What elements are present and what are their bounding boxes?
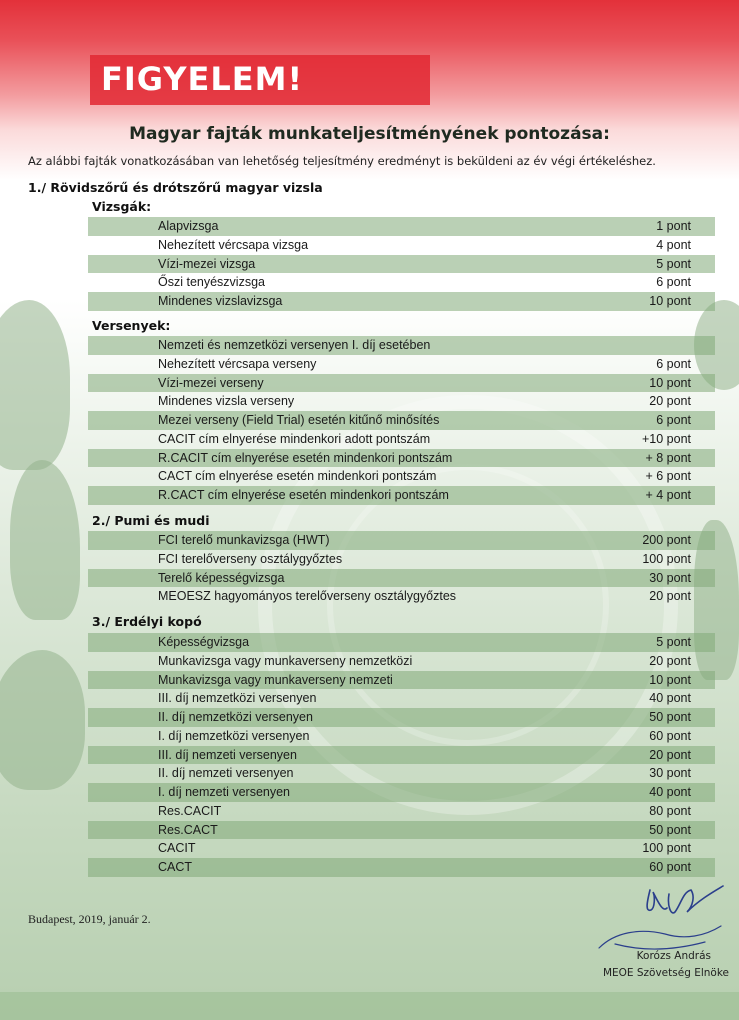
row-points: + 8 pont — [645, 450, 691, 465]
row-label: Mindenes vizslavizsga — [158, 294, 283, 308]
row-points: 30 pont — [649, 570, 691, 585]
table-row — [88, 336, 715, 355]
table-row — [88, 569, 715, 588]
table-row — [88, 727, 715, 746]
table-row — [88, 550, 715, 569]
row-points: 100 pont — [642, 551, 691, 566]
bottom-decoration — [0, 992, 739, 1020]
section-title-erdelyi-kopo: 3./ Erdélyi kopó — [92, 614, 202, 629]
signer-role: MEOE Szövetség Elnöke — [602, 967, 729, 979]
date-place: Budapest, 2019, január 2. — [28, 912, 151, 926]
table-row — [88, 531, 715, 550]
table-row — [88, 783, 715, 802]
table-row — [88, 839, 715, 858]
row-points: 20 pont — [649, 653, 691, 668]
row-label: Res.CACIT — [158, 803, 222, 818]
row-points: 10 pont — [649, 672, 691, 687]
row-points: + 6 pont — [645, 469, 691, 484]
row-label: Munkavizsga vagy munkaverseny nemzeti — [158, 672, 393, 687]
table-row — [88, 392, 715, 411]
table-row — [88, 273, 715, 292]
table-row — [88, 671, 715, 690]
row-label: MEOESZ hagyományos terelőverseny osztálygyőztes — [158, 589, 457, 604]
table-row — [88, 821, 715, 840]
row-points: 5 pont — [656, 635, 691, 649]
row-label: CACIT cím elnyerése mindenkori adott pontszám — [158, 431, 431, 446]
row-points: 60 pont — [649, 860, 691, 874]
row-points: 5 pont — [656, 256, 691, 271]
handwritten-signature — [595, 882, 725, 957]
row-points: 20 pont — [649, 747, 691, 762]
dog-silhouette — [0, 300, 70, 470]
table-row — [88, 858, 715, 877]
row-points: 10 pont — [649, 375, 691, 390]
row-label: Nehezített vércsapa verseny — [158, 356, 317, 371]
row-label: III. díj nemzetközi versenyen — [158, 691, 317, 706]
table-row — [88, 292, 715, 311]
row-label: Terelő képességvizsga — [158, 570, 285, 585]
table-row — [88, 689, 715, 708]
row-label: Res.CACT — [158, 822, 218, 837]
table-row — [88, 764, 715, 783]
table-row — [88, 708, 715, 727]
section-title-vizsla: 1./ Rövidszőrű és drótszőrű magyar vizsla — [28, 180, 323, 195]
row-label: Munkavizsga vagy munkaverseny nemzetközi — [158, 653, 413, 668]
competitions-table — [88, 336, 715, 505]
row-label: II. díj nemzetközi versenyen — [158, 710, 313, 724]
row-label: FCI terelő munkavizsga (HWT) — [158, 533, 330, 547]
row-label: Vízi-mezei vizsga — [158, 256, 256, 271]
row-label: Mindenes vizsla verseny — [158, 394, 295, 409]
row-label: III. díj nemzeti versenyen — [158, 747, 297, 762]
page-heading: Magyar fajták munkateljesítményének pontozása: — [129, 124, 610, 144]
row-points: 20 pont — [649, 394, 691, 409]
row-label: R.CACT cím elnyerése esetén mindenkori pontszám — [158, 488, 449, 502]
dog-silhouette — [0, 650, 85, 790]
row-label: II. díj nemzeti versenyen — [158, 766, 294, 781]
exams-table — [88, 217, 715, 311]
table-row — [88, 355, 715, 374]
row-points: 40 pont — [649, 691, 691, 706]
table-row — [88, 430, 715, 449]
row-points: 20 pont — [649, 589, 691, 604]
table-row — [88, 587, 715, 606]
table-row — [88, 236, 715, 255]
row-label: I. díj nemzetközi versenyen — [158, 728, 310, 743]
signer-name: Korózs András — [636, 950, 711, 962]
row-points: 50 pont — [649, 710, 691, 724]
banner-title: FIGYELEM! — [101, 60, 304, 98]
erdelyi-kopo-table — [88, 633, 715, 877]
row-label: Képességvizsga — [158, 635, 250, 649]
row-points: 6 pont — [656, 356, 691, 371]
row-points: 6 pont — [656, 275, 691, 290]
subsection-title-competitions: Versenyek: — [92, 318, 171, 333]
row-label: FCI terelőverseny osztálygyőztes — [158, 551, 343, 566]
section-title-pumi-mudi: 2./ Pumi és mudi — [92, 513, 210, 528]
row-points: 100 pont — [642, 841, 691, 856]
table-row — [88, 486, 715, 505]
row-points: 30 pont — [649, 766, 691, 781]
table-row — [88, 802, 715, 821]
row-points: 40 pont — [649, 785, 691, 799]
table-row — [88, 255, 715, 274]
row-points: 200 pont — [642, 533, 691, 547]
table-row — [88, 411, 715, 430]
intro-text: Az alábbi fajták vonatkozásában van lehetőség teljesítmény eredményt is beküldeni az év végi értékeléshez. — [28, 154, 656, 168]
row-label: I. díj nemzeti versenyen — [158, 785, 291, 799]
table-row — [88, 652, 715, 671]
table-row — [88, 746, 715, 765]
row-points: 80 pont — [649, 803, 691, 818]
row-points: 60 pont — [649, 728, 691, 743]
table-row — [88, 374, 715, 393]
row-points: 10 pont — [649, 294, 691, 308]
table-row — [88, 449, 715, 468]
row-points: 4 pont — [656, 237, 691, 252]
subsection-title-exams: Vizsgák: — [92, 199, 152, 214]
table-row — [88, 467, 715, 486]
row-points: + 4 pont — [645, 488, 691, 502]
row-label: Őszi tenyészvizsga — [158, 275, 265, 290]
row-label: Nehezített vércsapa vizsga — [158, 237, 309, 252]
row-points: 50 pont — [649, 822, 691, 837]
row-points: 1 pont — [656, 219, 691, 233]
pumi-mudi-table — [88, 531, 715, 606]
row-label: R.CACIT cím elnyerése esetén mindenkori pontszám — [158, 450, 453, 465]
row-label: Mezei verseny (Field Trial) esetén kitűnő minősítés — [158, 413, 440, 427]
row-label: Alapvizsga — [158, 219, 219, 233]
row-label: CACIT — [158, 841, 196, 856]
row-label: CACT cím elnyerése esetén mindenkori pontszám — [158, 469, 437, 484]
row-label: Vízi-mezei verseny — [158, 375, 264, 390]
row-points: +10 pont — [641, 431, 691, 446]
table-row — [88, 217, 715, 236]
table-row — [88, 633, 715, 652]
dog-silhouette — [10, 460, 80, 620]
row-label: CACT — [158, 860, 193, 874]
row-label: Nemzeti és nemzetközi versenyen I. díj esetében — [158, 338, 431, 352]
row-points: 6 pont — [656, 413, 691, 427]
